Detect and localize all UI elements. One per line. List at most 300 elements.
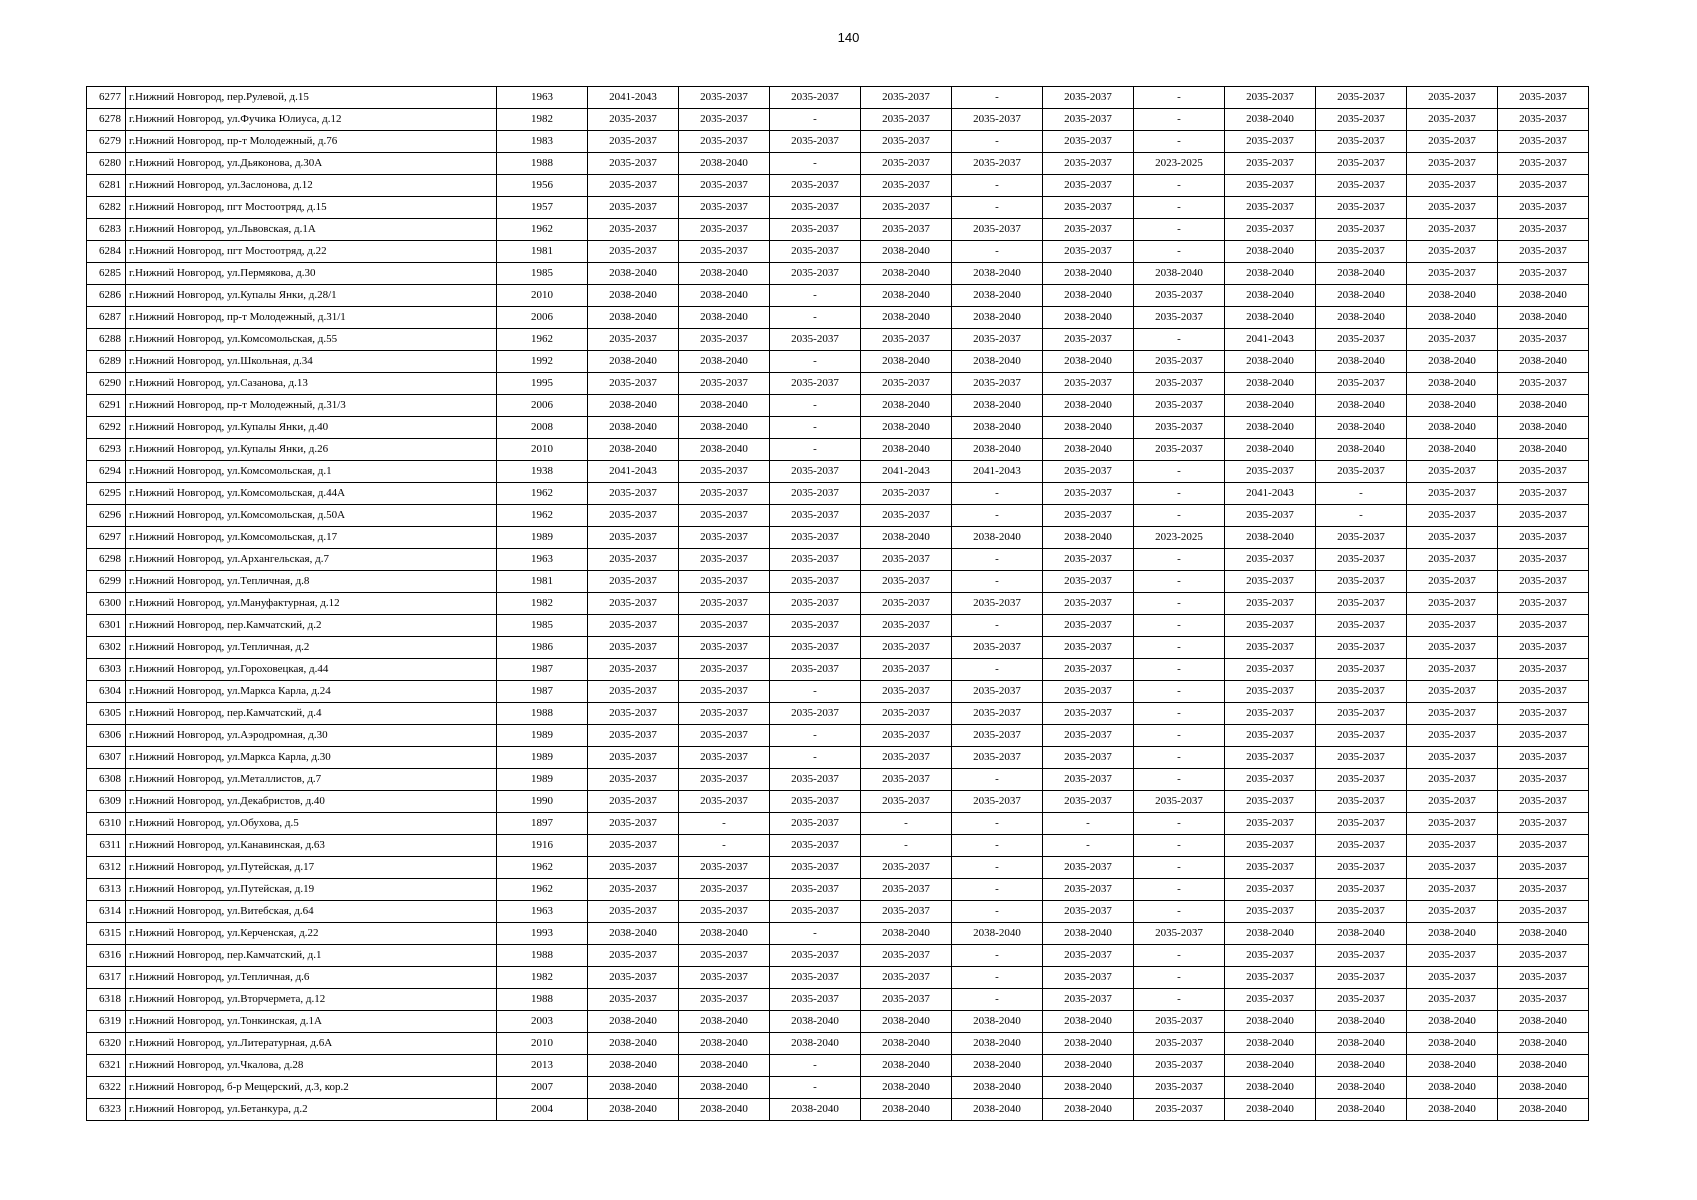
period-cell-9: 2035-2037 bbox=[1316, 769, 1407, 791]
period-cell-11: 2035-2037 bbox=[1498, 879, 1589, 901]
period-cell-4: 2035-2037 bbox=[861, 329, 952, 351]
period-cell-9: 2038-2040 bbox=[1316, 417, 1407, 439]
period-cell-2: 2038-2040 bbox=[679, 1099, 770, 1121]
period-cell-11: 2035-2037 bbox=[1498, 263, 1589, 285]
period-cell-8: 2038-2040 bbox=[1225, 241, 1316, 263]
table-row bbox=[87, 329, 1589, 351]
year-built-cell: 2003 bbox=[497, 1011, 588, 1033]
period-cell-11: 2038-2040 bbox=[1498, 351, 1589, 373]
period-cell-2: 2035-2037 bbox=[679, 527, 770, 549]
period-cell-6: 2035-2037 bbox=[1043, 747, 1134, 769]
period-cell-3: 2035-2037 bbox=[770, 857, 861, 879]
table-body bbox=[87, 87, 1589, 1121]
address-cell: г.Нижний Новгород, ул.Бетанкура, д.2 bbox=[126, 1099, 497, 1121]
row-number-cell: 6308 bbox=[87, 769, 126, 791]
table-row bbox=[87, 505, 1589, 527]
period-cell-4: 2035-2037 bbox=[861, 659, 952, 681]
period-cell-5: 2038-2040 bbox=[952, 285, 1043, 307]
year-built-cell: 1987 bbox=[497, 681, 588, 703]
address-cell: г.Нижний Новгород, ул.Купалы Янки, д.26 bbox=[126, 439, 497, 461]
row-number-cell: 6316 bbox=[87, 945, 126, 967]
period-cell-7: - bbox=[1134, 549, 1225, 571]
period-cell-10: 2035-2037 bbox=[1407, 483, 1498, 505]
period-cell-7: 2035-2037 bbox=[1134, 439, 1225, 461]
period-cell-11: 2035-2037 bbox=[1498, 681, 1589, 703]
period-cell-11: 2038-2040 bbox=[1498, 1011, 1589, 1033]
period-cell-6: 2038-2040 bbox=[1043, 417, 1134, 439]
period-cell-7: 2035-2037 bbox=[1134, 1011, 1225, 1033]
table-row bbox=[87, 923, 1589, 945]
period-cell-8: 2035-2037 bbox=[1225, 505, 1316, 527]
period-cell-2: 2035-2037 bbox=[679, 461, 770, 483]
period-cell-7: 2035-2037 bbox=[1134, 1033, 1225, 1055]
period-cell-7: - bbox=[1134, 483, 1225, 505]
address-cell: г.Нижний Новгород, ул.Тепличная, д.8 bbox=[126, 571, 497, 593]
address-cell: г.Нижний Новгород, ул.Комсомольская, д.50А bbox=[126, 505, 497, 527]
table-row bbox=[87, 483, 1589, 505]
period-cell-7: 2035-2037 bbox=[1134, 351, 1225, 373]
period-cell-3: - bbox=[770, 681, 861, 703]
table-row bbox=[87, 813, 1589, 835]
period-cell-9: 2038-2040 bbox=[1316, 351, 1407, 373]
period-cell-11: 2035-2037 bbox=[1498, 219, 1589, 241]
period-cell-10: 2035-2037 bbox=[1407, 571, 1498, 593]
period-cell-11: 2035-2037 bbox=[1498, 989, 1589, 1011]
period-cell-3: 2035-2037 bbox=[770, 131, 861, 153]
address-cell: г.Нижний Новгород, ул.Чкалова, д.28 bbox=[126, 1055, 497, 1077]
period-cell-3: 2035-2037 bbox=[770, 527, 861, 549]
period-cell-1: 2035-2037 bbox=[588, 659, 679, 681]
year-built-cell: 1981 bbox=[497, 241, 588, 263]
period-cell-10: 2035-2037 bbox=[1407, 593, 1498, 615]
period-cell-11: 2035-2037 bbox=[1498, 615, 1589, 637]
year-built-cell: 1989 bbox=[497, 725, 588, 747]
period-cell-8: 2038-2040 bbox=[1225, 417, 1316, 439]
period-cell-4: 2035-2037 bbox=[861, 791, 952, 813]
period-cell-9: 2035-2037 bbox=[1316, 329, 1407, 351]
period-cell-1: 2035-2037 bbox=[588, 175, 679, 197]
period-cell-9: 2035-2037 bbox=[1316, 813, 1407, 835]
period-cell-3: - bbox=[770, 285, 861, 307]
period-cell-9: 2038-2040 bbox=[1316, 285, 1407, 307]
period-cell-10: 2035-2037 bbox=[1407, 109, 1498, 131]
row-number-cell: 6287 bbox=[87, 307, 126, 329]
row-number-cell: 6303 bbox=[87, 659, 126, 681]
table-row bbox=[87, 1077, 1589, 1099]
period-cell-4: 2035-2037 bbox=[861, 967, 952, 989]
period-cell-5: 2038-2040 bbox=[952, 1099, 1043, 1121]
period-cell-1: 2035-2037 bbox=[588, 835, 679, 857]
period-cell-4: 2035-2037 bbox=[861, 945, 952, 967]
period-cell-8: 2035-2037 bbox=[1225, 725, 1316, 747]
year-built-cell: 1985 bbox=[497, 263, 588, 285]
address-cell: г.Нижний Новгород, ул.Канавинская, д.63 bbox=[126, 835, 497, 857]
period-cell-11: 2035-2037 bbox=[1498, 131, 1589, 153]
period-cell-4: 2035-2037 bbox=[861, 483, 952, 505]
period-cell-4: 2035-2037 bbox=[861, 747, 952, 769]
table-row bbox=[87, 1055, 1589, 1077]
address-cell: г.Нижний Новгород, ул.Пермякова, д.30 bbox=[126, 263, 497, 285]
address-cell: г.Нижний Новгород, пер.Камчатский, д.2 bbox=[126, 615, 497, 637]
year-built-cell: 1989 bbox=[497, 769, 588, 791]
period-cell-8: 2041-2043 bbox=[1225, 483, 1316, 505]
period-cell-8: 2038-2040 bbox=[1225, 263, 1316, 285]
address-cell: г.Нижний Новгород, пер.Камчатский, д.4 bbox=[126, 703, 497, 725]
table-row bbox=[87, 967, 1589, 989]
period-cell-2: 2038-2040 bbox=[679, 1055, 770, 1077]
period-cell-7: - bbox=[1134, 945, 1225, 967]
address-cell: г.Нижний Новгород, ул.Путейская, д.17 bbox=[126, 857, 497, 879]
period-cell-4: 2035-2037 bbox=[861, 175, 952, 197]
address-cell: г.Нижний Новгород, ул.Заслонова, д.12 bbox=[126, 175, 497, 197]
period-cell-10: 2035-2037 bbox=[1407, 549, 1498, 571]
row-number-cell: 6293 bbox=[87, 439, 126, 461]
table-row bbox=[87, 241, 1589, 263]
period-cell-9: 2035-2037 bbox=[1316, 549, 1407, 571]
period-cell-5: - bbox=[952, 505, 1043, 527]
period-cell-1: 2035-2037 bbox=[588, 681, 679, 703]
row-number-cell: 6320 bbox=[87, 1033, 126, 1055]
period-cell-1: 2035-2037 bbox=[588, 703, 679, 725]
period-cell-3: 2035-2037 bbox=[770, 879, 861, 901]
row-number-cell: 6299 bbox=[87, 571, 126, 593]
period-cell-5: 2038-2040 bbox=[952, 263, 1043, 285]
period-cell-3: 2035-2037 bbox=[770, 241, 861, 263]
address-cell: г.Нижний Новгород, ул.Сазанова, д.13 bbox=[126, 373, 497, 395]
period-cell-7: - bbox=[1134, 219, 1225, 241]
period-cell-7: - bbox=[1134, 967, 1225, 989]
year-built-cell: 1897 bbox=[497, 813, 588, 835]
period-cell-3: 2035-2037 bbox=[770, 615, 861, 637]
period-cell-10: 2035-2037 bbox=[1407, 835, 1498, 857]
address-cell: г.Нижний Новгород, ул.Львовская, д.1А bbox=[126, 219, 497, 241]
period-cell-7: - bbox=[1134, 615, 1225, 637]
table-row bbox=[87, 791, 1589, 813]
table-row bbox=[87, 219, 1589, 241]
period-cell-5: 2035-2037 bbox=[952, 329, 1043, 351]
address-cell: г.Нижний Новгород, ул.Школьная, д.34 bbox=[126, 351, 497, 373]
period-cell-9: 2035-2037 bbox=[1316, 901, 1407, 923]
period-cell-8: 2035-2037 bbox=[1225, 879, 1316, 901]
period-cell-10: 2035-2037 bbox=[1407, 461, 1498, 483]
period-cell-1: 2035-2037 bbox=[588, 483, 679, 505]
period-cell-5: 2038-2040 bbox=[952, 395, 1043, 417]
period-cell-9: 2038-2040 bbox=[1316, 439, 1407, 461]
period-cell-8: 2038-2040 bbox=[1225, 1055, 1316, 1077]
year-built-cell: 1963 bbox=[497, 549, 588, 571]
period-cell-11: 2038-2040 bbox=[1498, 1077, 1589, 1099]
period-cell-4: 2035-2037 bbox=[861, 219, 952, 241]
period-cell-3: - bbox=[770, 417, 861, 439]
period-cell-9: 2035-2037 bbox=[1316, 725, 1407, 747]
row-number-cell: 6298 bbox=[87, 549, 126, 571]
table-row bbox=[87, 175, 1589, 197]
period-cell-1: 2035-2037 bbox=[588, 967, 679, 989]
year-built-cell: 1995 bbox=[497, 373, 588, 395]
row-number-cell: 6278 bbox=[87, 109, 126, 131]
period-cell-6: 2035-2037 bbox=[1043, 109, 1134, 131]
period-cell-7: 2035-2037 bbox=[1134, 1055, 1225, 1077]
row-number-cell: 6307 bbox=[87, 747, 126, 769]
period-cell-5: 2035-2037 bbox=[952, 747, 1043, 769]
period-cell-10: 2038-2040 bbox=[1407, 351, 1498, 373]
period-cell-7: 2035-2037 bbox=[1134, 285, 1225, 307]
period-cell-4: 2035-2037 bbox=[861, 373, 952, 395]
period-cell-4: 2038-2040 bbox=[861, 417, 952, 439]
row-number-cell: 6304 bbox=[87, 681, 126, 703]
period-cell-5: 2035-2037 bbox=[952, 109, 1043, 131]
period-cell-5: 2038-2040 bbox=[952, 307, 1043, 329]
period-cell-5: 2038-2040 bbox=[952, 1077, 1043, 1099]
period-cell-2: 2035-2037 bbox=[679, 879, 770, 901]
row-number-cell: 6309 bbox=[87, 791, 126, 813]
period-cell-6: - bbox=[1043, 813, 1134, 835]
period-cell-4: 2035-2037 bbox=[861, 769, 952, 791]
period-cell-10: 2038-2040 bbox=[1407, 1055, 1498, 1077]
table-row bbox=[87, 527, 1589, 549]
period-cell-6: 2038-2040 bbox=[1043, 1011, 1134, 1033]
year-built-cell: 2010 bbox=[497, 1033, 588, 1055]
period-cell-2: 2035-2037 bbox=[679, 109, 770, 131]
period-cell-11: 2035-2037 bbox=[1498, 153, 1589, 175]
period-cell-3: 2035-2037 bbox=[770, 945, 861, 967]
period-cell-11: 2035-2037 bbox=[1498, 703, 1589, 725]
year-built-cell: 2007 bbox=[497, 1077, 588, 1099]
period-cell-8: 2038-2040 bbox=[1225, 109, 1316, 131]
period-cell-4: 2035-2037 bbox=[861, 593, 952, 615]
period-cell-8: 2038-2040 bbox=[1225, 1099, 1316, 1121]
address-cell: г.Нижний Новгород, пр-т Молодежный, д.31/3 bbox=[126, 395, 497, 417]
period-cell-5: - bbox=[952, 87, 1043, 109]
period-cell-7: - bbox=[1134, 659, 1225, 681]
period-cell-2: 2035-2037 bbox=[679, 549, 770, 571]
period-cell-8: 2038-2040 bbox=[1225, 923, 1316, 945]
period-cell-6: 2035-2037 bbox=[1043, 659, 1134, 681]
period-cell-7: 2035-2037 bbox=[1134, 1099, 1225, 1121]
period-cell-1: 2035-2037 bbox=[588, 109, 679, 131]
period-cell-9: 2035-2037 bbox=[1316, 527, 1407, 549]
period-cell-11: 2038-2040 bbox=[1498, 417, 1589, 439]
period-cell-5: - bbox=[952, 175, 1043, 197]
period-cell-7: 2035-2037 bbox=[1134, 1077, 1225, 1099]
period-cell-2: 2035-2037 bbox=[679, 483, 770, 505]
period-cell-11: 2035-2037 bbox=[1498, 725, 1589, 747]
period-cell-2: 2035-2037 bbox=[679, 241, 770, 263]
period-cell-4: 2038-2040 bbox=[861, 1011, 952, 1033]
address-cell: г.Нижний Новгород, ул.Металлистов, д.7 bbox=[126, 769, 497, 791]
table-row bbox=[87, 1011, 1589, 1033]
period-cell-2: 2035-2037 bbox=[679, 175, 770, 197]
period-cell-10: 2035-2037 bbox=[1407, 945, 1498, 967]
period-cell-2: - bbox=[679, 813, 770, 835]
period-cell-10: 2038-2040 bbox=[1407, 1099, 1498, 1121]
period-cell-8: 2035-2037 bbox=[1225, 659, 1316, 681]
year-built-cell: 1986 bbox=[497, 637, 588, 659]
period-cell-3: - bbox=[770, 725, 861, 747]
table-row bbox=[87, 87, 1589, 109]
period-cell-9: 2035-2037 bbox=[1316, 461, 1407, 483]
row-number-cell: 6313 bbox=[87, 879, 126, 901]
period-cell-3: - bbox=[770, 351, 861, 373]
period-cell-2: 2035-2037 bbox=[679, 571, 770, 593]
period-cell-4: 2035-2037 bbox=[861, 615, 952, 637]
period-cell-6: 2035-2037 bbox=[1043, 879, 1134, 901]
period-cell-10: 2035-2037 bbox=[1407, 241, 1498, 263]
period-cell-7: - bbox=[1134, 725, 1225, 747]
period-cell-5: - bbox=[952, 615, 1043, 637]
address-cell: г.Нижний Новгород, ул.Маркса Карла, д.30 bbox=[126, 747, 497, 769]
period-cell-9: - bbox=[1316, 505, 1407, 527]
period-cell-3: 2035-2037 bbox=[770, 329, 861, 351]
period-cell-11: 2035-2037 bbox=[1498, 527, 1589, 549]
period-cell-8: 2035-2037 bbox=[1225, 901, 1316, 923]
period-cell-4: 2038-2040 bbox=[861, 1033, 952, 1055]
period-cell-9: 2035-2037 bbox=[1316, 109, 1407, 131]
period-cell-3: - bbox=[770, 395, 861, 417]
period-cell-1: 2035-2037 bbox=[588, 879, 679, 901]
address-cell: г.Нижний Новгород, ул.Архангельская, д.7 bbox=[126, 549, 497, 571]
period-cell-3: - bbox=[770, 1077, 861, 1099]
period-cell-1: 2038-2040 bbox=[588, 263, 679, 285]
period-cell-9: 2035-2037 bbox=[1316, 703, 1407, 725]
period-cell-10: 2035-2037 bbox=[1407, 175, 1498, 197]
period-cell-9: 2035-2037 bbox=[1316, 87, 1407, 109]
address-cell: г.Нижний Новгород, ул.Комсомольская, д.17 bbox=[126, 527, 497, 549]
table-row bbox=[87, 285, 1589, 307]
year-built-cell: 1989 bbox=[497, 527, 588, 549]
period-cell-2: 2038-2040 bbox=[679, 395, 770, 417]
row-number-cell: 6288 bbox=[87, 329, 126, 351]
address-cell: г.Нижний Новгород, б-р Мещерский, д.3, кор.2 bbox=[126, 1077, 497, 1099]
period-cell-7: - bbox=[1134, 197, 1225, 219]
period-cell-8: 2038-2040 bbox=[1225, 1033, 1316, 1055]
row-number-cell: 6282 bbox=[87, 197, 126, 219]
row-number-cell: 6300 bbox=[87, 593, 126, 615]
table-row bbox=[87, 395, 1589, 417]
table-row bbox=[87, 153, 1589, 175]
period-cell-8: 2038-2040 bbox=[1225, 351, 1316, 373]
year-built-cell: 2010 bbox=[497, 439, 588, 461]
row-number-cell: 6290 bbox=[87, 373, 126, 395]
period-cell-7: - bbox=[1134, 571, 1225, 593]
row-number-cell: 6310 bbox=[87, 813, 126, 835]
period-cell-3: 2035-2037 bbox=[770, 791, 861, 813]
period-cell-9: 2038-2040 bbox=[1316, 395, 1407, 417]
period-cell-4: 2035-2037 bbox=[861, 109, 952, 131]
row-number-cell: 6281 bbox=[87, 175, 126, 197]
period-cell-4: 2038-2040 bbox=[861, 395, 952, 417]
table-row bbox=[87, 417, 1589, 439]
period-cell-3: 2038-2040 bbox=[770, 1033, 861, 1055]
period-cell-11: 2035-2037 bbox=[1498, 637, 1589, 659]
period-cell-10: 2035-2037 bbox=[1407, 879, 1498, 901]
period-cell-8: 2035-2037 bbox=[1225, 769, 1316, 791]
period-cell-5: - bbox=[952, 131, 1043, 153]
period-cell-4: - bbox=[861, 813, 952, 835]
period-cell-10: 2038-2040 bbox=[1407, 923, 1498, 945]
period-cell-2: 2038-2040 bbox=[679, 1077, 770, 1099]
period-cell-8: 2035-2037 bbox=[1225, 747, 1316, 769]
period-cell-10: 2035-2037 bbox=[1407, 197, 1498, 219]
period-cell-6: 2035-2037 bbox=[1043, 153, 1134, 175]
period-cell-9: 2035-2037 bbox=[1316, 593, 1407, 615]
period-cell-6: 2038-2040 bbox=[1043, 923, 1134, 945]
period-cell-7: - bbox=[1134, 813, 1225, 835]
period-cell-6: 2038-2040 bbox=[1043, 439, 1134, 461]
period-cell-6: 2035-2037 bbox=[1043, 703, 1134, 725]
period-cell-1: 2035-2037 bbox=[588, 549, 679, 571]
period-cell-11: 2035-2037 bbox=[1498, 197, 1589, 219]
period-cell-7: 2038-2040 bbox=[1134, 263, 1225, 285]
table-row bbox=[87, 659, 1589, 681]
period-cell-3: - bbox=[770, 307, 861, 329]
period-cell-7: - bbox=[1134, 131, 1225, 153]
period-cell-5: 2038-2040 bbox=[952, 527, 1043, 549]
year-built-cell: 2013 bbox=[497, 1055, 588, 1077]
period-cell-4: 2035-2037 bbox=[861, 197, 952, 219]
table-row bbox=[87, 747, 1589, 769]
period-cell-6: 2035-2037 bbox=[1043, 373, 1134, 395]
period-cell-1: 2035-2037 bbox=[588, 989, 679, 1011]
year-built-cell: 1992 bbox=[497, 351, 588, 373]
period-cell-6: 2035-2037 bbox=[1043, 87, 1134, 109]
table-row bbox=[87, 879, 1589, 901]
period-cell-2: 2035-2037 bbox=[679, 593, 770, 615]
row-number-cell: 6286 bbox=[87, 285, 126, 307]
period-cell-6: 2035-2037 bbox=[1043, 901, 1134, 923]
period-cell-6: 2035-2037 bbox=[1043, 505, 1134, 527]
year-built-cell: 1916 bbox=[497, 835, 588, 857]
period-cell-6: 2035-2037 bbox=[1043, 681, 1134, 703]
year-built-cell: 1962 bbox=[497, 329, 588, 351]
year-built-cell: 1962 bbox=[497, 857, 588, 879]
period-cell-2: 2035-2037 bbox=[679, 945, 770, 967]
row-number-cell: 6321 bbox=[87, 1055, 126, 1077]
period-cell-6: 2035-2037 bbox=[1043, 483, 1134, 505]
address-cell: г.Нижний Новгород, ул.Мануфактурная, д.12 bbox=[126, 593, 497, 615]
period-cell-11: 2035-2037 bbox=[1498, 505, 1589, 527]
period-cell-3: 2035-2037 bbox=[770, 87, 861, 109]
period-cell-6: 2035-2037 bbox=[1043, 549, 1134, 571]
period-cell-9: 2035-2037 bbox=[1316, 791, 1407, 813]
period-cell-11: 2035-2037 bbox=[1498, 901, 1589, 923]
period-cell-3: 2035-2037 bbox=[770, 989, 861, 1011]
period-cell-9: 2038-2040 bbox=[1316, 1099, 1407, 1121]
period-cell-4: 2038-2040 bbox=[861, 263, 952, 285]
period-cell-4: 2035-2037 bbox=[861, 989, 952, 1011]
period-cell-10: 2035-2037 bbox=[1407, 615, 1498, 637]
period-cell-9: 2035-2037 bbox=[1316, 857, 1407, 879]
period-cell-8: 2038-2040 bbox=[1225, 439, 1316, 461]
period-cell-6: 2035-2037 bbox=[1043, 241, 1134, 263]
period-cell-4: 2035-2037 bbox=[861, 637, 952, 659]
period-cell-1: 2035-2037 bbox=[588, 769, 679, 791]
period-cell-10: 2035-2037 bbox=[1407, 791, 1498, 813]
period-cell-6: 2035-2037 bbox=[1043, 461, 1134, 483]
period-cell-1: 2035-2037 bbox=[588, 791, 679, 813]
row-number-cell: 6319 bbox=[87, 1011, 126, 1033]
year-built-cell: 2008 bbox=[497, 417, 588, 439]
period-cell-9: 2038-2040 bbox=[1316, 923, 1407, 945]
period-cell-7: - bbox=[1134, 109, 1225, 131]
period-cell-5: - bbox=[952, 241, 1043, 263]
period-cell-6: 2035-2037 bbox=[1043, 219, 1134, 241]
period-cell-10: 2035-2037 bbox=[1407, 263, 1498, 285]
period-cell-4: 2035-2037 bbox=[861, 879, 952, 901]
period-cell-6: 2035-2037 bbox=[1043, 791, 1134, 813]
row-number-cell: 6289 bbox=[87, 351, 126, 373]
period-cell-4: 2035-2037 bbox=[861, 549, 952, 571]
